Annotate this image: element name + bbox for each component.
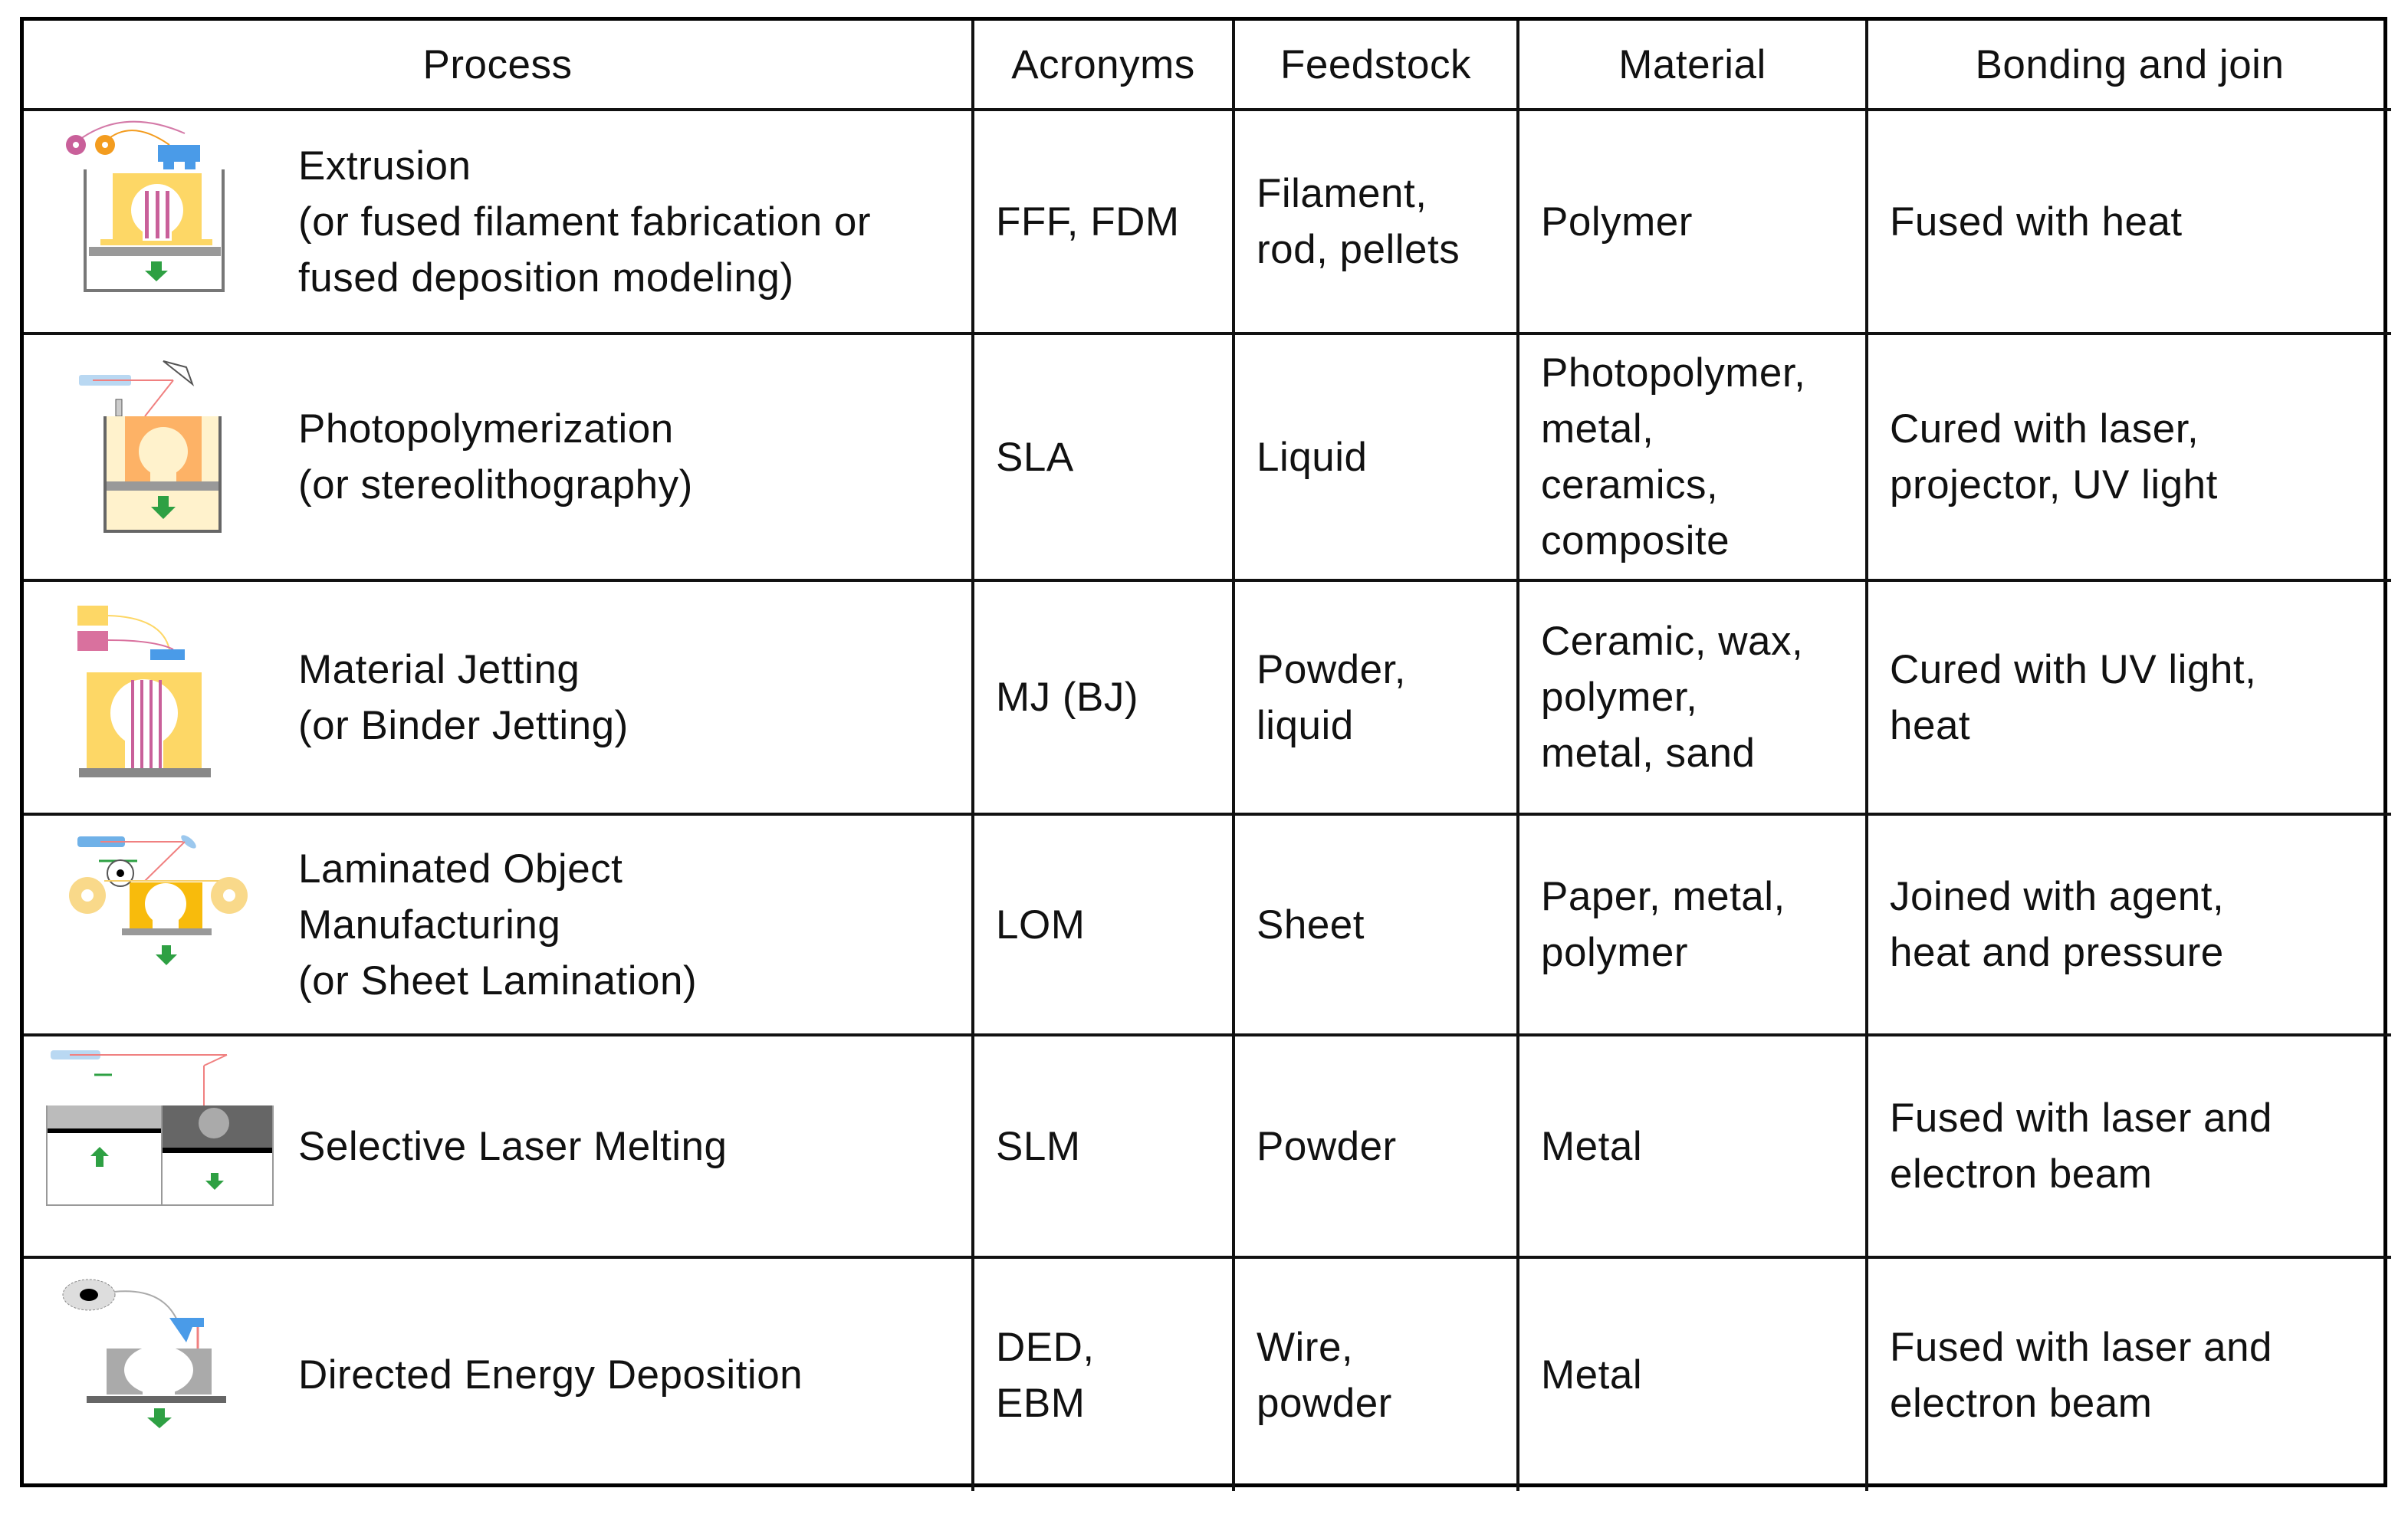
laminated-object-icon bbox=[31, 813, 292, 1036]
table-row-process bbox=[24, 335, 974, 582]
header-feedstock: Feedstock bbox=[1235, 21, 1519, 111]
feedstock-cell: Powder bbox=[1235, 1036, 1519, 1259]
table-row-process bbox=[24, 816, 974, 1036]
material-cell: Ceramic, wax, polymer, metal, sand bbox=[1519, 582, 1868, 816]
bonding-cell: Fused with laser and electron beam bbox=[1868, 1036, 2391, 1259]
process-name: Material Jetting (or Binder Jetting) bbox=[298, 646, 629, 748]
bonding-cell: Cured with laser, projector, UV light bbox=[1868, 335, 2391, 582]
material-cell: Photopolymer, metal, ceramics, composite bbox=[1519, 335, 1868, 582]
bonding-cell: Joined with agent, heat and pressure bbox=[1868, 816, 2391, 1036]
feedstock-cell: Liquid bbox=[1235, 335, 1519, 582]
bonding-cell: Cured with UV light, heat bbox=[1868, 582, 2391, 816]
material-cell: Metal bbox=[1519, 1036, 1868, 1259]
feedstock-cell: Filament, rod, pellets bbox=[1235, 111, 1519, 335]
header-process: Process bbox=[24, 21, 974, 111]
acronyms-cell: LOM bbox=[974, 816, 1235, 1036]
feedstock-cell: Wire, powder bbox=[1235, 1259, 1519, 1491]
acronyms-cell: DED, EBM bbox=[974, 1259, 1235, 1491]
table-row-process bbox=[24, 582, 974, 816]
process-name: Directed Energy Deposition bbox=[298, 1352, 803, 1398]
selective-laser-melting-icon bbox=[31, 1035, 292, 1257]
material-jetting-icon bbox=[31, 586, 292, 809]
process-name: Selective Laser Melting bbox=[298, 1123, 728, 1169]
header-acronyms: Acronyms bbox=[974, 21, 1235, 111]
process-name: Laminated Object Manufacturing (or Sheet Lamination) bbox=[298, 846, 698, 1004]
feedstock-cell: Sheet bbox=[1235, 816, 1519, 1036]
acronyms-cell: SLA bbox=[974, 335, 1235, 582]
directed-energy-deposition-icon bbox=[31, 1264, 292, 1487]
bonding-cell: Fused with heat bbox=[1868, 111, 2391, 335]
extrusion-icon bbox=[31, 110, 292, 333]
photopolymerization-icon bbox=[31, 346, 292, 568]
additive-manufacturing-table bbox=[20, 17, 2387, 1487]
table-row-process bbox=[24, 1036, 974, 1259]
header-bonding: Bonding and join bbox=[1868, 21, 2391, 111]
acronyms-cell: FFF, FDM bbox=[974, 111, 1235, 335]
process-name: Photopolymerization (or stereolithography) bbox=[298, 406, 693, 508]
acronyms-cell: SLM bbox=[974, 1036, 1235, 1259]
feedstock-cell: Powder, liquid bbox=[1235, 582, 1519, 816]
table-row-process bbox=[24, 1259, 974, 1491]
acronyms-cell: MJ (BJ) bbox=[974, 582, 1235, 816]
header-material: Material bbox=[1519, 21, 1868, 111]
bonding-cell: Fused with laser and electron beam bbox=[1890, 1324, 2273, 1426]
table-row-process bbox=[24, 111, 974, 335]
material-cell: Polymer bbox=[1519, 111, 1868, 335]
material-cell: Metal bbox=[1519, 1259, 1868, 1491]
material-cell: Paper, metal, polymer bbox=[1519, 816, 1868, 1036]
process-name: Extrusion (or fused filament fabrication or fused deposition modeling) bbox=[298, 143, 872, 301]
